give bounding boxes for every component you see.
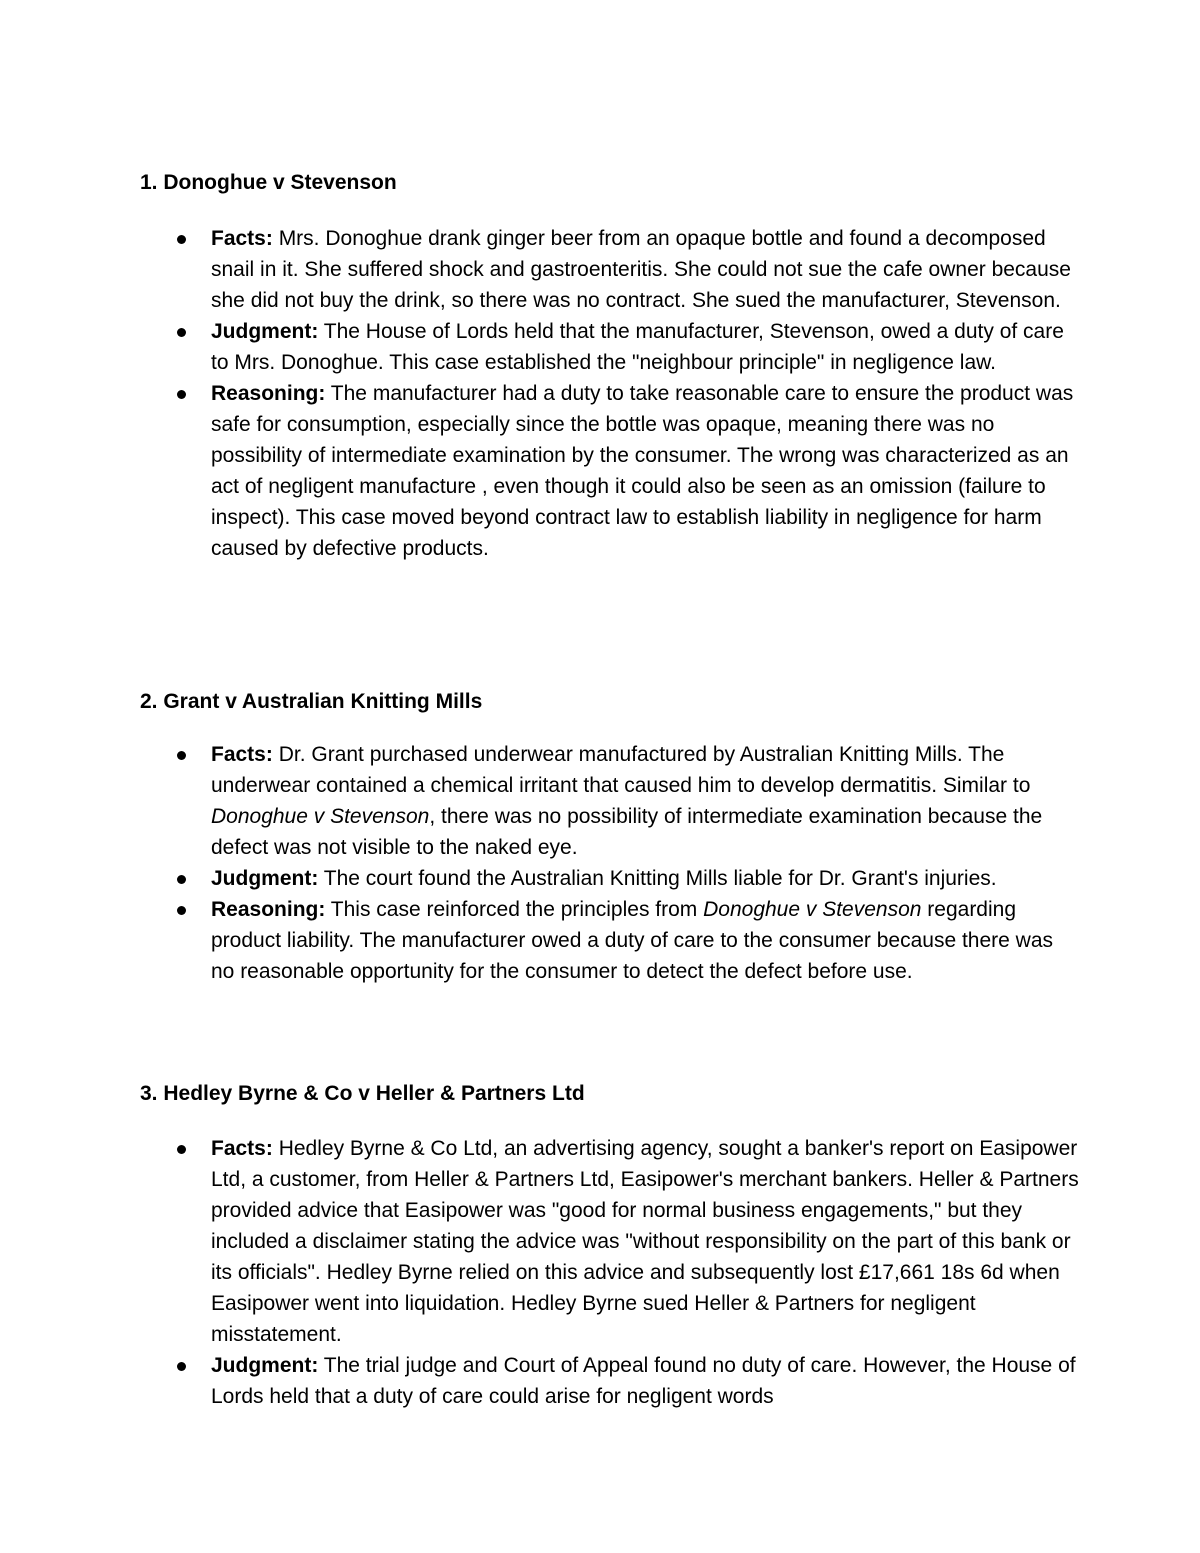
reasoning-label: Reasoning: — [211, 382, 326, 405]
judgment-item — [211, 863, 1081, 894]
facts-label: Facts: — [211, 743, 273, 766]
bullet-icon — [177, 906, 186, 915]
bullet-icon — [177, 328, 186, 337]
judgment-label: Judgment: — [211, 320, 319, 343]
reasoning-text: This case reinforced the principles from — [325, 898, 704, 921]
judgment-text: The court found the Australian Knitting Mills liable for Dr. Grant's injuries. — [318, 867, 997, 890]
case-citation: Donoghue v Stevenson — [211, 805, 430, 828]
bullet-icon — [177, 235, 186, 244]
judgment-label: Judgment: — [211, 1354, 319, 1377]
facts-label: Facts: — [211, 1137, 273, 1160]
case-heading-donoghue: 1. Donoghue v Stevenson — [140, 171, 397, 194]
facts-text: Mrs. Donoghue drank ginger beer from an opaque bottle and found a decomposed snail in it. She suffered shock and gastroenteritis. She could not sue the cafe owner because she did not buy the drink, so there was no contract. She sued the manufacturer, Stevenson. — [211, 227, 1071, 312]
reasoning-label: Reasoning: — [211, 898, 326, 921]
facts-text: Dr. Grant purchased underwear manufactured by Australian Knitting Mills. The underwear contained a chemical irritant that caused him to develop dermatitis. Similar to — [211, 743, 1031, 797]
reasoning-text-continued: regarding product liability. The manufacturer owed a duty of care to the consumer because there was no reasonable opportunity for the consumer to detect the defect before use. — [211, 898, 1054, 983]
bullet-icon — [177, 875, 186, 884]
reasoning-item — [211, 894, 1081, 987]
judgment-label: Judgment: — [211, 867, 319, 890]
judgment-text: The House of Lords held that the manufacturer, Stevenson, owed a duty of care to Mrs. Donoghue. This case established the "neighbour principle" in negligence law. — [211, 320, 1064, 374]
facts-text: Hedley Byrne & Co Ltd, an advertising agency, sought a banker's report on Easipower Ltd, a customer, from Heller & Partners Ltd, Easipower's merchant bankers. Heller & Partners provided advice that Easipower was "good for normal business engagements," but they included a disclaimer stating the advice was "without responsibility on the part of this bank or its officials". Hedley Byrne relied on this advice and subsequently lost £17,661 18s 6d when Easipower went into liquidation. Hedley Byrne sued Heller & Partners for negligent misstatement. — [211, 1137, 1079, 1346]
case-points-hedley-byrne — [211, 1133, 1081, 1412]
facts-text-continued: , there was no possibility of intermediate examination because the defect was not visible to the naked eye. — [211, 805, 1043, 859]
facts-item — [211, 223, 1081, 316]
judgment-text: The trial judge and Court of Appeal found no duty of care. However, the House of Lords held that a duty of care could arise for negligent words — [211, 1354, 1076, 1408]
bullet-icon — [177, 751, 186, 760]
reasoning-item — [211, 378, 1081, 564]
facts-item — [211, 1133, 1081, 1350]
case-citation: Donoghue v Stevenson — [703, 898, 922, 921]
reasoning-text: The manufacturer had a duty to take reasonable care to ensure the product was safe for consumption, especially since the bottle was opaque, meaning there was no possibility of intermediate examination by the consumer. The wrong was characterized as an act of negligent manufacture , even though it could also be seen as an omission (failure to inspect). This case moved beyond contract law to establish liability in negligence for harm caused by defective products. — [211, 382, 1074, 560]
bullet-icon — [177, 390, 186, 399]
bullet-icon — [177, 1362, 186, 1371]
judgment-item — [211, 316, 1081, 378]
facts-item — [211, 739, 1081, 863]
case-heading-grant: 2. Grant v Australian Knitting Mills — [140, 690, 483, 713]
case-points-grant — [211, 739, 1081, 987]
bullet-icon — [177, 1145, 186, 1154]
facts-label: Facts: — [211, 227, 273, 250]
case-heading-hedley-byrne: 3. Hedley Byrne & Co v Heller & Partners Ltd — [140, 1082, 585, 1105]
judgment-item — [211, 1350, 1081, 1412]
case-points-donoghue — [211, 223, 1081, 564]
